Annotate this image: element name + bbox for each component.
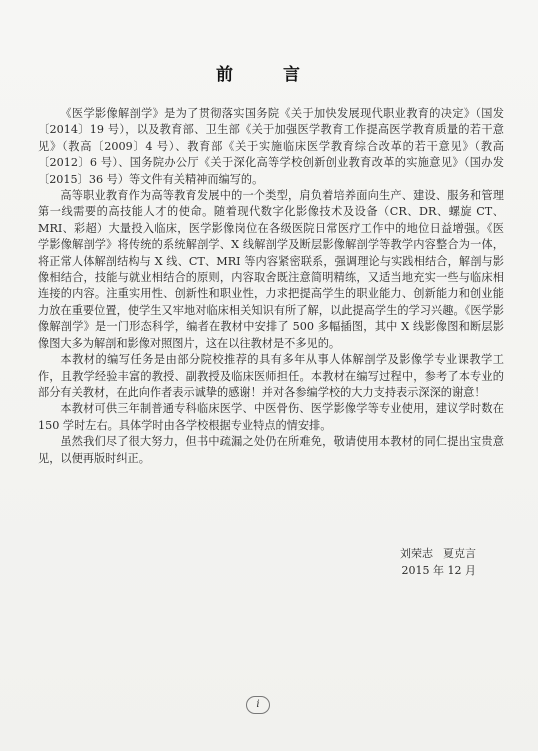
author-names xyxy=(400,545,476,562)
author-name-1: 刘荣志 xyxy=(400,547,433,560)
paragraph-4: 本教材可供三年制普通专科临床医学、中医骨伤、医学影像学等专业使用，建议学时数在 150 学时左右。具体学时由各学校根据专业特点的情安排。 xyxy=(38,402,504,432)
paragraph-1: 《医学影像解剖学》是为了贯彻落实国务院《关于加快发展现代职业教育的决定》（国发〔2014〕19 号），以及教育部、卫生部《关于加强医学教育工作提高医学教育质量的若干意见》（教高〔2009〕4 号）、教育部《关于实施临床医学教育综合改革的若干意见》（教高〔2012〕6 号）、国务院办公厅《关于深化高等学校创新创业教育改革的实施意见》（国办发〔2015〕36 号）等文件有关精神而编写的。 xyxy=(38,107,504,186)
signature-date: 2015 年 12 月 xyxy=(401,564,476,577)
author-name-2: 夏克言 xyxy=(443,547,476,560)
preface-title: 前 言 xyxy=(216,65,322,85)
preface-body xyxy=(38,106,504,467)
page-number: i xyxy=(246,696,270,714)
paragraph-5: 虽然我们尽了很大努力，但书中疏漏之处仍在所难免，敬请使用本教材的同仁提出宝贵意见，以便再版时纠正。 xyxy=(38,435,504,465)
paragraph-3: 本教材的编写任务是由部分院校推荐的具有多年从事人体解剖学及影像学专业课教学工作，且教学经验丰富的教授、副教授及临床医师担任。本教材在编写过程中，参考了本专业的部分有关教材，在此向作者表示诚挚的感谢！并对各参编学校的大力支持表示深深的谢意！ xyxy=(38,353,504,399)
paragraph-2: 高等职业教育作为高等教育发展中的一个类型，肩负着培养面向生产、建设、服务和管理第一线需要的高技能人才的使命。随着现代数字化影像技术及设备（CR、DR、螺旋 CT、MRI、彩超）大量投入临床，医学影像岗位在各级医院日常医疗工作中的地位日益增强。《医学影像解剖学》将传统的系统解剖学、X 线解剖学及断层影像解剖学等教学内容整合为一体，将正常人体解剖结构与 X 线、CT、MRI 等内容紧密联系，强调理论与实践相结合，解剖与影像相结合，技能与就业相结合的原则，内容取舍既注意简明精练，又适当地充实一些与临床相连接的内容。注重实用性、创新性和职业性，力求把提高学生的职业能力、创新能力和创业能力放在重要位置，使学生又牢地对临床相关知识有所了解，以此提高学生的学习兴趣。《医学影像解剖学》是一门形态科学，编者在教材中安排了 500 多幅插图，其中 X 线影像图和断层影像图大多为解剖和影像对照图片，这在以往教材是不多见的。 xyxy=(38,189,504,350)
signature-block xyxy=(400,545,476,579)
